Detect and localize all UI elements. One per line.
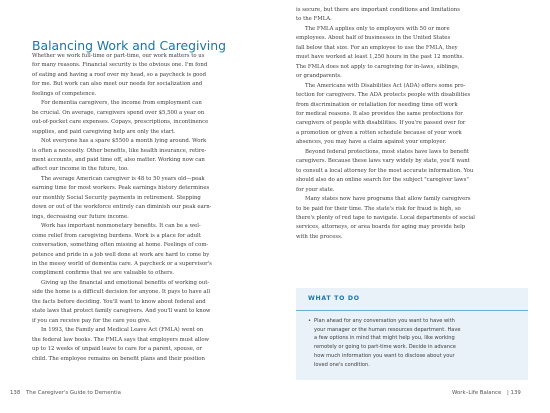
text-line: out-of-pocket care expenses. Copays, prescriptions, incontinence (32, 119, 209, 126)
paragraph (296, 6, 530, 25)
separator: | (507, 390, 509, 396)
text-line: Many states now have programs that allow family caregivers (305, 196, 471, 203)
bullet-icon: • (308, 318, 312, 324)
paragraph (32, 137, 268, 175)
text-line: feelings of competence. (32, 90, 97, 97)
text-line: services, attorneys, or area boards for aging may provide help (296, 224, 466, 231)
text-line: Whether we work full-time or part-time, our work matters to us (32, 53, 205, 59)
text-line: The Americans with Disabilities Act (ADA) offers some pro- (305, 82, 466, 89)
text-line: The FMLA applies only to employers with 50 or more (305, 25, 450, 32)
text-line: In 1993, the Family and Medical Leave Act (FMLA) went on (41, 327, 204, 334)
text-line: to consult a local attorney for the most accurate information. You (296, 167, 474, 174)
text-line: is often a necessity. Other benefits, like health insurance, retire- (32, 147, 207, 154)
text-line: fall below that size. For an employee to use the FMLA, they (296, 44, 458, 51)
text-line: there's plenty of red tape to navigate. Local departments of social (296, 214, 476, 221)
text-line: Work has important nonmonetary benefits. It can be a wel- (41, 223, 201, 230)
left-footer (10, 390, 121, 396)
text-line: how much information you want to disclose about your (314, 352, 455, 359)
text-line: Plan ahead for any conversation you want to have with (314, 318, 455, 324)
text-line: For dementia caregivers, the income from employment can (41, 100, 202, 107)
left-running-head: The Caregiver's Guide to Dementia (26, 390, 121, 396)
what-to-do-header (296, 288, 528, 311)
paragraph (32, 326, 268, 364)
text-line: conversation, something often missing at home. Feelings of com- (32, 242, 209, 249)
text-line: child. The employee remains on benefit plans and their position (32, 355, 205, 362)
text-line: Giving up the financial and emotional benefits of working out- (41, 279, 210, 286)
text-line: earning time for most workers. Peak earnings history determines (32, 185, 210, 192)
paragraph (32, 99, 268, 137)
text-line: Beyond federal protections, most states have laws to benefit (305, 148, 469, 155)
text-line: side the home is a difficult decision for anyone. It pays to have all (32, 289, 211, 296)
text-line: a promotion or given a rotten schedule because of your work (296, 129, 462, 136)
text-line: absences, you may have a claim against your employer. (296, 139, 447, 146)
text-line: tection for caregivers. The ADA protects people with disabilities (296, 92, 471, 99)
right-page-number: 139 (510, 390, 521, 396)
text-line: ment accounts, and paid time off, also matter. Working now can (32, 156, 205, 163)
text-line: the facts before deciding. You'll want to know about federal and (32, 298, 206, 305)
text-line: state laws that protect family caregivers. And you'll want to know (32, 308, 211, 315)
text-line: compliment confirms that we are valuable to others. (32, 270, 175, 277)
text-line: be crucial. On average, caregivers spend over $5,500 a year on (32, 109, 205, 116)
text-line: ings, decreasing our future income. (32, 213, 129, 220)
text-line: caregivers. Because these laws vary widely by state, you'll want (296, 158, 470, 165)
what-to-do-box (296, 288, 528, 380)
paragraph (32, 175, 268, 222)
text-line: of eating and having a roof over my head, so a paycheck is good (32, 71, 207, 78)
text-line: affect our income in the future, too. (32, 166, 129, 173)
text-line: to the FMLA. (296, 16, 332, 23)
text-line: up to 12 weeks of unpaid leave to care for a parent, spouse, or (32, 346, 203, 353)
text-line: employees. About half of businesses in the United States (296, 35, 451, 42)
text-line: must have worked at least 1,250 hours in the past 12 months. (296, 54, 464, 61)
text-line: for me. But work can also meet our needs for socialization and (32, 81, 203, 88)
left-page-body (32, 52, 268, 364)
text-line: down or out of the workforce entirely can diminish our peak earn- (32, 204, 212, 211)
text-line: to be paid for their time. The state's risk for fraud is high, so (296, 205, 461, 212)
text-line: should also do an online search for the subject "caregiver laws" (296, 177, 469, 184)
text-line: Not everyone has a spare $5500 a month lying around. Work (41, 138, 207, 145)
what-to-do-title: WHAT TO DO (308, 295, 360, 302)
text-line: petence and pride in a job well done at work are hard to come by (32, 251, 210, 258)
text-line: caregivers of people with disabilities. If you're passed over for (296, 120, 466, 127)
text-line: in the messy world of dementia care. A paycheck or a supervisor's (32, 260, 212, 267)
text-line: for your state. (296, 186, 335, 193)
text-line: for medical reasons. It also provides the same protections for (296, 110, 463, 117)
text-line: your manager or the human resources department. Have (314, 326, 461, 333)
right-footer (452, 390, 521, 396)
text-line: The FMLA does not apply to caregiving for in-laws, siblings, (296, 63, 460, 70)
section-title: Balancing Work and Caregiving (32, 38, 226, 53)
what-to-do-item (314, 317, 461, 369)
text-line: a few options in mind that might help you, like working (314, 335, 455, 342)
paragraph (296, 82, 530, 148)
text-line: the federal law books. The FMLA says that employers must allow (32, 336, 210, 343)
text-line: loved one's condition. (314, 361, 370, 368)
left-page-number: 138 (10, 390, 21, 396)
paragraph (296, 195, 530, 242)
paragraph (32, 222, 268, 279)
text-line: is secure, but there are important conditions and limitations (296, 7, 460, 13)
text-line: from discrimination or retaliation for needing time off work (296, 101, 458, 108)
right-running-head: Work–Life Balance (452, 390, 502, 396)
right-page-body (296, 6, 530, 242)
paragraph (296, 148, 530, 195)
text-line: The average American caregiver is 48 to 50 years old—peak (41, 175, 205, 182)
text-line: supplies, and paid caregiving help are only the start. (32, 128, 176, 135)
paragraph (296, 25, 530, 82)
text-line: or grandparents. (296, 73, 342, 80)
text-line: with the process. (296, 233, 343, 240)
paragraph (32, 279, 268, 326)
paragraph (32, 52, 268, 99)
text-line: if you can receive pay for the care you give. (32, 317, 151, 324)
text-line: come relief from caregiving burdens. Work is a place for adult (32, 232, 201, 239)
text-line: for many reasons. Financial security is the obvious one. I'm fond (32, 62, 208, 69)
text-line: our monthly Social Security payments in retirement. Stepping (32, 194, 201, 201)
text-line: remotely or going to part-time work. Decide in advance (314, 344, 456, 351)
